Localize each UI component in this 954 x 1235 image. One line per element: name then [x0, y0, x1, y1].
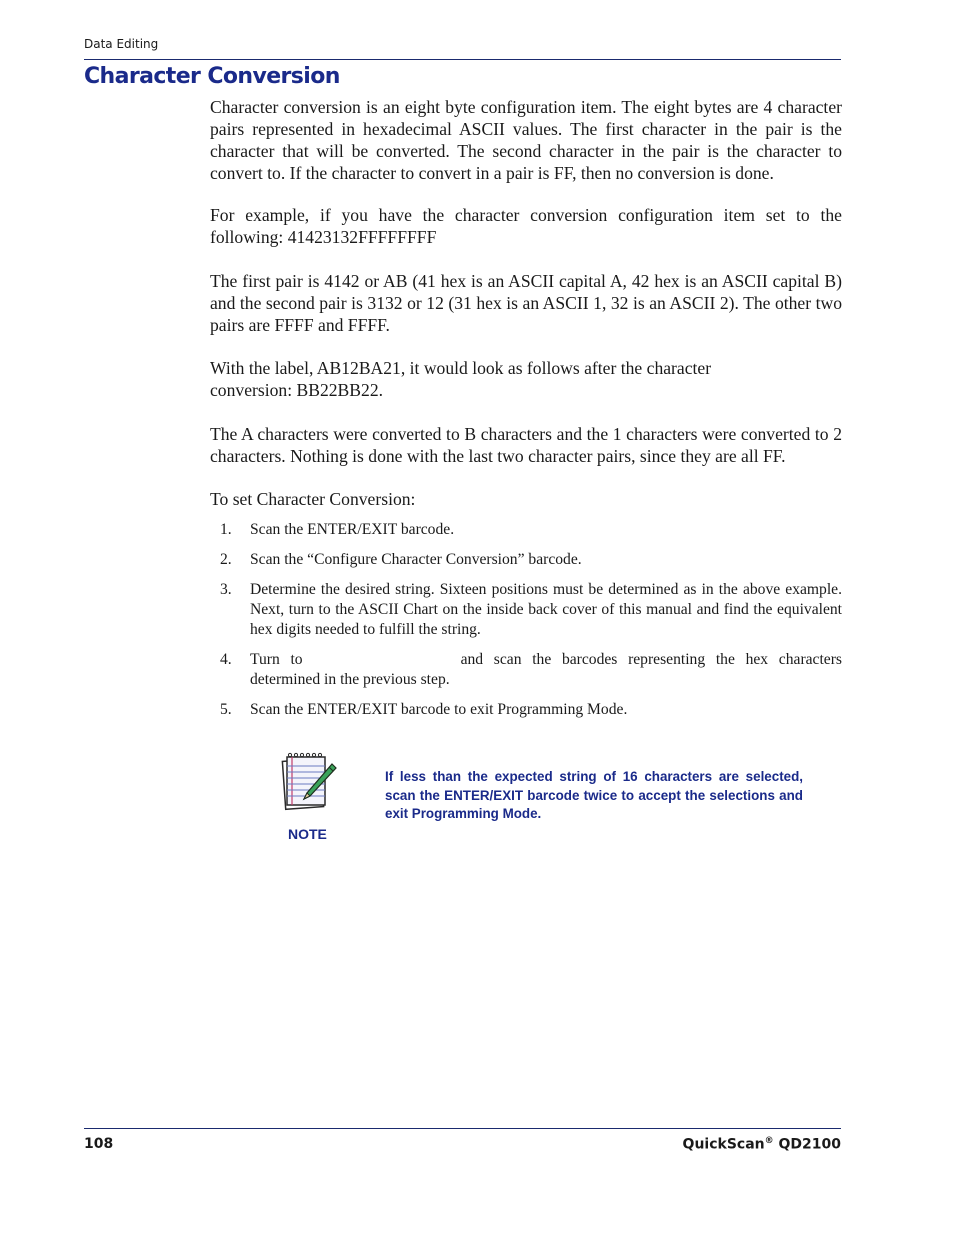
step-text: Scan the ENTER/EXIT barcode.: [250, 521, 455, 538]
step-number: 4.: [220, 651, 232, 668]
paragraph-result: The A characters were converted to B characters and the 1 characters were converted to 2 characters. Nothing is done with the last two character pairs, since they are all FF.: [210, 424, 842, 466]
step-text: Scan the “Configure Character Conversion” barcode.: [250, 551, 582, 568]
step-text: [250, 650, 842, 690]
paragraph-pairs: The first pair is 4142 or AB (41 hex is an ASCII capital A, 42 hex is an ASCII capital B) and the second pair is 3132 or 12 (31 hex is an ASCII 1, 32 is an ASCII 2). The other two pairs are FFFF and FFFF.: [210, 271, 842, 335]
step-text: Scan the ENTER/EXIT barcode to exit Programming Mode.: [250, 701, 628, 718]
trademark-symbol: ®: [764, 1136, 774, 1146]
step-text-after: and scan the barcodes representing the hex characters determined in the previous step.: [250, 651, 842, 688]
list-item: [220, 650, 842, 690]
note-text: If less than the expected string of 16 characters are selected, scan the ENTER/EXIT barcode twice to accept the selections and exit Programming Mode.: [385, 769, 803, 822]
paragraph-steps-intro: To set Character Conversion:: [210, 489, 416, 509]
footer-product-name: [683, 1136, 841, 1153]
step-number: 1.: [220, 521, 232, 538]
product-name: QuickScan: [682, 1136, 765, 1153]
section-title: Character Conversion: [84, 64, 340, 89]
step-number: 5.: [220, 701, 232, 718]
footer-rule: [84, 1128, 841, 1129]
list-item: [220, 520, 842, 540]
page-number: 108: [84, 1136, 114, 1152]
header-rule: [84, 59, 841, 60]
running-head: Data Editing: [84, 37, 159, 51]
paragraph-intro: Character conversion is an eight byte configuration item. The eight bytes are 4 character pairs represented in hexadecimal ASCII values. The first character in the pair is the character that will be converted. The second character in the pair is the character to convert to. If the character to convert in a pair is FF, then no conversion is done.: [210, 97, 842, 183]
note-label: NOTE: [288, 826, 327, 842]
notepad-pen-icon: [280, 752, 338, 812]
step-text: Determine the desired string. Sixteen positions must be determined as in the above example. Next, turn to the ASCII Chart on the inside back cover of this manual and find the equivalent hex digits needed to fulfill the string.: [250, 581, 842, 638]
step-text-before: Turn to: [250, 651, 303, 668]
step-number: 3.: [220, 581, 232, 598]
list-item: [220, 580, 842, 640]
list-item: [220, 550, 842, 570]
paragraph-label-example: With the label, AB12BA21, it would look as follows after the character conversion: BB22BB22.: [210, 358, 712, 400]
step-number: 2.: [220, 551, 232, 568]
product-model: QD2100: [773, 1136, 841, 1153]
steps-list: [220, 520, 842, 730]
paragraph-example: For example, if you have the character conversion configuration item set to the following: 41423132FFFFFFFF: [210, 205, 842, 247]
list-item: [220, 700, 842, 720]
